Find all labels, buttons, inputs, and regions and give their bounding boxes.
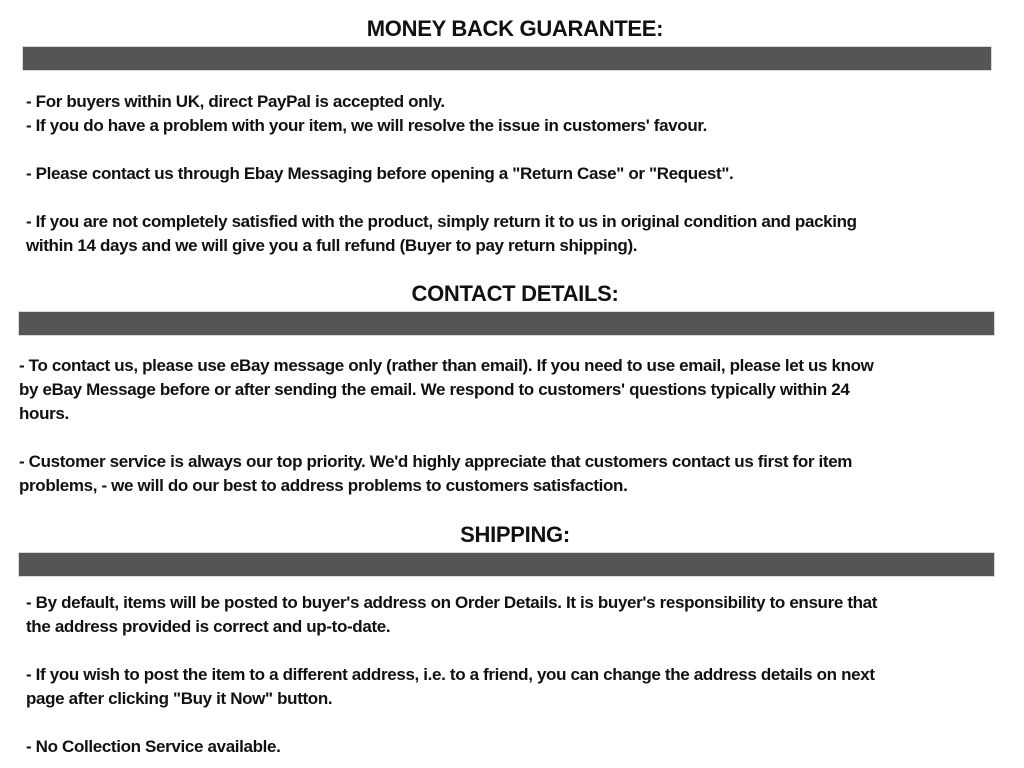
- paragraph-line: - For buyers within UK, direct PayPal is accepted only.: [26, 92, 445, 111]
- section-divider-bar: [18, 552, 995, 577]
- paragraph-line: - If you do have a problem with your item, we will resolve the issue in customers' favour.: [26, 116, 708, 135]
- paragraph-line: by eBay Message before or after sending the email. We respond to customers' questions typically within 24: [19, 380, 850, 399]
- paragraph-line: the address provided is correct and up-to-date.: [26, 617, 391, 636]
- section-divider-bar: [22, 46, 992, 71]
- paragraph-line: within 14 days and we will give you a full refund (Buyer to pay return shipping).: [26, 236, 638, 255]
- paragraph-line: - No Collection Service available.: [26, 737, 281, 756]
- paragraph-line: hours.: [19, 404, 69, 423]
- shipping-heading: SHIPPING:: [460, 522, 570, 547]
- contact-details-heading: CONTACT DETAILS:: [411, 281, 619, 306]
- paragraph-line: page after clicking "Buy it Now" button.: [26, 689, 333, 708]
- section-divider-bar: [18, 311, 995, 336]
- paragraph-line: - Customer service is always our top priority. We'd highly appreciate that customers contact us first for item: [19, 452, 853, 471]
- paragraph-line: - By default, items will be posted to buyer's address on Order Details. It is buyer's responsibility to ensure that: [26, 593, 878, 612]
- paragraph-line: - If you wish to post the item to a different address, i.e. to a friend, you can change the address details on next: [26, 665, 875, 684]
- paragraph-line: - To contact us, please use eBay message only (rather than email). If you need to use email, please let us know: [19, 356, 874, 375]
- paragraph-line: problems, - we will do our best to address problems to customers satisfaction.: [19, 476, 628, 495]
- money-back-guarantee-heading: MONEY BACK GUARANTEE:: [366, 16, 664, 41]
- paragraph-line: - If you are not completely satisfied with the product, simply return it to us in original condition and packing: [26, 212, 857, 231]
- paragraph-line: - Please contact us through Ebay Messaging before opening a "Return Case" or "Request".: [26, 164, 734, 183]
